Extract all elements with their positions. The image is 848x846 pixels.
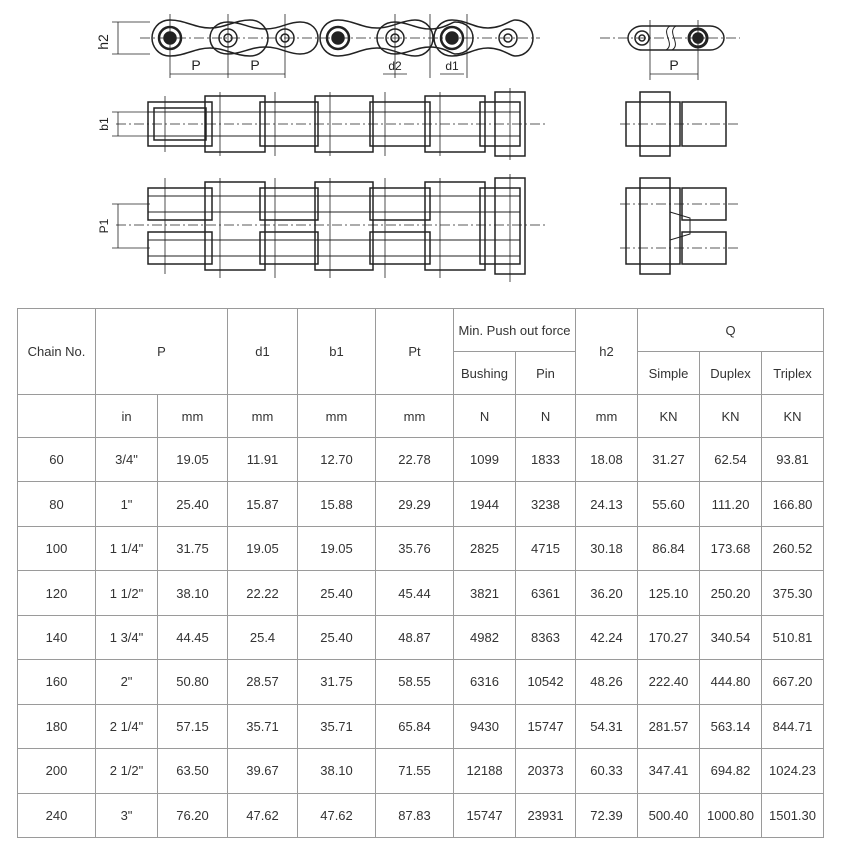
label-p-end: P	[669, 57, 679, 73]
table-cell: 60.33	[576, 749, 638, 793]
header-simple: Simple	[638, 352, 700, 395]
table-cell: 15747	[516, 704, 576, 748]
unit-cell: mm	[228, 395, 298, 438]
table-cell: 500.40	[638, 793, 700, 838]
table-cell: 31.27	[638, 438, 700, 482]
table-cell: 25.4	[228, 615, 298, 659]
table-cell: 444.80	[700, 660, 762, 704]
table-cell: 510.81	[762, 615, 824, 659]
label-p-1: P	[191, 57, 201, 73]
table-cell: 844.71	[762, 704, 824, 748]
header-chain-no: Chain No.	[18, 309, 96, 395]
chain-number-cell: 160	[18, 660, 96, 704]
chain-technical-drawing	[0, 0, 848, 300]
table-cell: 76.20	[158, 793, 228, 838]
table-cell: 57.15	[158, 704, 228, 748]
table-cell: 47.62	[228, 793, 298, 838]
chain-number-cell: 120	[18, 571, 96, 615]
unit-cell: mm	[576, 395, 638, 438]
table-cell: 93.81	[762, 438, 824, 482]
table-cell: 1501.30	[762, 793, 824, 838]
unit-cell: mm	[298, 395, 376, 438]
label-p-2: P	[250, 57, 260, 73]
table-cell: 47.62	[298, 793, 376, 838]
table-cell: 86.84	[638, 526, 700, 570]
table-cell: 340.54	[700, 615, 762, 659]
table-cell: 11.91	[228, 438, 298, 482]
unit-cell: KN	[762, 395, 824, 438]
table-cell: 36.20	[576, 571, 638, 615]
table-cell: 29.29	[376, 482, 454, 526]
table-row	[18, 482, 824, 526]
table-cell: 24.13	[576, 482, 638, 526]
table-cell: 250.20	[700, 571, 762, 615]
header-b1: b1	[298, 309, 376, 395]
table-cell: 166.80	[762, 482, 824, 526]
table-cell: 111.20	[700, 482, 762, 526]
table-cell: 10542	[516, 660, 576, 704]
table-cell: 25.40	[298, 571, 376, 615]
unit-cell: KN	[700, 395, 762, 438]
unit-cell: mm	[376, 395, 454, 438]
header-p: P	[96, 309, 228, 395]
table-cell: 1024.23	[762, 749, 824, 793]
table-cell: 31.75	[298, 660, 376, 704]
table-cell: 12.70	[298, 438, 376, 482]
unit-cell: N	[454, 395, 516, 438]
header-pin: Pin	[516, 352, 576, 395]
table-cell: 1 3/4"	[96, 615, 158, 659]
table-cell: 28.57	[228, 660, 298, 704]
table-cell: 39.67	[228, 749, 298, 793]
table-cell: 6316	[454, 660, 516, 704]
table-cell: 65.84	[376, 704, 454, 748]
table-cell: 347.41	[638, 749, 700, 793]
simplex-chain-view	[112, 88, 740, 160]
header-d1: d1	[228, 309, 298, 395]
chain-number-cell: 100	[18, 526, 96, 570]
label-p1: P1	[97, 218, 111, 234]
table-cell: 31.75	[158, 526, 228, 570]
table-cell: 58.55	[376, 660, 454, 704]
table-cell: 19.05	[228, 526, 298, 570]
table-cell: 87.83	[376, 793, 454, 838]
table-cell: 25.40	[298, 615, 376, 659]
table-cell: 125.10	[638, 571, 700, 615]
units-blank	[18, 395, 96, 438]
chain-number-cell: 180	[18, 704, 96, 748]
table-cell: 12188	[454, 749, 516, 793]
unit-cell: mm	[158, 395, 228, 438]
table-cell: 667.20	[762, 660, 824, 704]
table-cell: 44.45	[158, 615, 228, 659]
table-row	[18, 526, 824, 570]
chain-side-view	[112, 14, 540, 78]
table-cell: 19.05	[298, 526, 376, 570]
table-cell: 18.08	[576, 438, 638, 482]
table-cell: 260.52	[762, 526, 824, 570]
label-b1: b1	[97, 117, 111, 131]
table-cell: 25.40	[158, 482, 228, 526]
table-cell: 222.40	[638, 660, 700, 704]
table-cell: 1099	[454, 438, 516, 482]
table-row	[18, 793, 824, 838]
table-cell: 38.10	[158, 571, 228, 615]
table-row	[18, 615, 824, 659]
table-cell: 50.80	[158, 660, 228, 704]
table-row	[18, 660, 824, 704]
header-push-out-force: Min. Push out force	[454, 309, 576, 352]
chain-number-cell: 240	[18, 793, 96, 838]
table-cell: 563.14	[700, 704, 762, 748]
table-cell: 1833	[516, 438, 576, 482]
unit-cell: N	[516, 395, 576, 438]
table-cell: 9430	[454, 704, 516, 748]
table-row	[18, 571, 824, 615]
table-cell: 23931	[516, 793, 576, 838]
label-d1: d1	[445, 59, 459, 73]
header-duplex: Duplex	[700, 352, 762, 395]
units-row	[18, 395, 824, 438]
unit-cell: KN	[638, 395, 700, 438]
table-cell: 2"	[96, 660, 158, 704]
table-cell: 8363	[516, 615, 576, 659]
table-cell: 35.71	[228, 704, 298, 748]
label-h2: h2	[95, 34, 111, 50]
table-body	[18, 438, 824, 838]
table-cell: 3/4"	[96, 438, 158, 482]
table-cell: 2825	[454, 526, 516, 570]
table-cell: 35.76	[376, 526, 454, 570]
header-h2: h2	[576, 309, 638, 395]
table-cell: 20373	[516, 749, 576, 793]
table-cell: 1944	[454, 482, 516, 526]
table-cell: 1 1/4"	[96, 526, 158, 570]
unit-cell: in	[96, 395, 158, 438]
chain-number-cell: 200	[18, 749, 96, 793]
table-cell: 15.87	[228, 482, 298, 526]
table-cell: 71.55	[376, 749, 454, 793]
label-d2: d2	[388, 59, 402, 73]
table-cell: 48.26	[576, 660, 638, 704]
table-cell: 45.44	[376, 571, 454, 615]
table-cell: 55.60	[638, 482, 700, 526]
table-cell: 6361	[516, 571, 576, 615]
table-cell: 4982	[454, 615, 516, 659]
chain-number-cell: 80	[18, 482, 96, 526]
table-row	[18, 704, 824, 748]
chain-number-cell: 140	[18, 615, 96, 659]
table-cell: 4715	[516, 526, 576, 570]
table-cell: 72.39	[576, 793, 638, 838]
table-cell: 38.10	[298, 749, 376, 793]
table-cell: 42.24	[576, 615, 638, 659]
table-cell: 281.57	[638, 704, 700, 748]
table-row	[18, 749, 824, 793]
header-q: Q	[638, 309, 824, 352]
table-cell: 1"	[96, 482, 158, 526]
table-cell: 1000.80	[700, 793, 762, 838]
table-cell: 22.22	[228, 571, 298, 615]
table-cell: 54.31	[576, 704, 638, 748]
header-triplex: Triplex	[762, 352, 824, 395]
table-cell: 30.18	[576, 526, 638, 570]
table-cell: 35.71	[298, 704, 376, 748]
table-cell: 2 1/4"	[96, 704, 158, 748]
chain-number-cell: 60	[18, 438, 96, 482]
table-cell: 2 1/2"	[96, 749, 158, 793]
table-cell: 63.50	[158, 749, 228, 793]
table-cell: 3238	[516, 482, 576, 526]
table-cell: 22.78	[376, 438, 454, 482]
table-cell: 62.54	[700, 438, 762, 482]
header-bushing: Bushing	[454, 352, 516, 395]
table-cell: 375.30	[762, 571, 824, 615]
table-cell: 15747	[454, 793, 516, 838]
header-pt: Pt	[376, 309, 454, 395]
table-cell: 19.05	[158, 438, 228, 482]
table-cell: 694.82	[700, 749, 762, 793]
table-cell: 3"	[96, 793, 158, 838]
table-row	[18, 438, 824, 482]
table-cell: 3821	[454, 571, 516, 615]
duplex-chain-view	[112, 174, 740, 282]
table-cell: 1 1/2"	[96, 571, 158, 615]
table-cell: 173.68	[700, 526, 762, 570]
table-cell: 170.27	[638, 615, 700, 659]
table-cell: 15.88	[298, 482, 376, 526]
chain-spec-table	[17, 308, 824, 838]
table-cell: 48.87	[376, 615, 454, 659]
